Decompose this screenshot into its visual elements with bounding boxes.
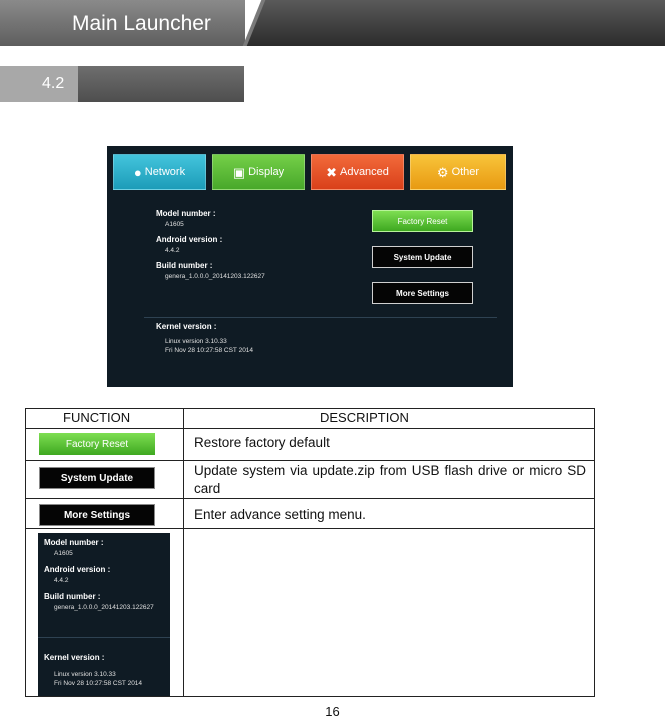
system-update-button[interactable]: System Update: [372, 246, 473, 268]
table-header-function: FUNCTION: [63, 410, 131, 425]
build-number-value: genera_1.0.0.0_20141203.122627: [54, 604, 154, 611]
divider: [144, 317, 497, 318]
build-number-label: Build number :: [44, 592, 101, 601]
header-dark-band: [270, 0, 665, 46]
more-settings-button[interactable]: More Settings: [372, 282, 473, 304]
tab-other-label: Other: [451, 166, 480, 178]
header-title-band: [0, 0, 245, 46]
build-number-value: genera_1.0.0.0_20141203.122627: [165, 273, 265, 280]
table-header-description: DESCRIPTION: [320, 410, 409, 425]
kernel-version-label: Kernel version :: [44, 653, 105, 662]
build-number-label: Build number :: [156, 261, 213, 270]
android-version-value: 4.4.2: [54, 577, 69, 584]
model-number-value: A1605: [165, 221, 184, 228]
table-row-divider: [26, 528, 594, 529]
page-header-title: Main Launcher: [72, 12, 211, 35]
tools-icon: ✖: [326, 164, 337, 180]
factory-reset-button[interactable]: Factory Reset: [372, 210, 473, 232]
tab-network[interactable]: [113, 154, 206, 190]
kernel-version-label: Kernel version :: [156, 322, 217, 331]
system-update-description: Update system via update.zip from USB flash drive or micro SD card: [194, 463, 586, 496]
kernel-version-line1: Linux version 3.10.33: [54, 671, 116, 678]
factory-reset-button: Factory Reset: [39, 433, 155, 455]
tab-advanced[interactable]: [311, 154, 404, 190]
table-row-divider: [26, 428, 594, 429]
page-number: 16: [325, 704, 340, 719]
divider: [38, 637, 170, 638]
tab-display-label: Display: [248, 166, 285, 178]
system-update-button: System Update: [39, 467, 155, 489]
device-info-thumbnail: [38, 533, 170, 696]
function-table: [25, 408, 595, 697]
more-settings-description: Enter advance setting menu.: [194, 507, 366, 522]
more-settings-button: More Settings: [39, 504, 155, 526]
table-row-divider: [26, 498, 594, 499]
globe-icon: ●: [133, 164, 142, 180]
tab-network-label: Network: [144, 166, 186, 178]
table-column-divider: [183, 409, 184, 696]
section-number-band: [0, 66, 78, 102]
model-number-value: A1605: [54, 550, 73, 557]
kernel-version-line2: Fri Nov 28 10:27:58 CST 2014: [54, 680, 143, 687]
android-version-value: 4.4.2: [165, 247, 180, 254]
gear-icon: ⚙: [436, 164, 449, 180]
kernel-version-line1: Linux version 3.10.33: [165, 338, 227, 345]
factory-reset-description: Restore factory default: [194, 435, 330, 450]
tab-other[interactable]: [410, 154, 506, 190]
section-number: 4.2: [42, 75, 65, 92]
tab-advanced-label: Advanced: [339, 166, 389, 178]
tab-display[interactable]: [212, 154, 305, 190]
launcher-screenshot: [107, 146, 513, 387]
table-row-divider: [26, 460, 594, 461]
model-number-label: Model number :: [44, 538, 104, 547]
kernel-version-line2: Fri Nov 28 10:27:58 CST 2014: [165, 347, 254, 354]
android-version-label: Android version :: [156, 235, 223, 244]
model-number-label: Model number :: [156, 209, 216, 218]
section-bar: [78, 66, 244, 102]
android-version-label: Android version :: [44, 565, 111, 574]
monitor-icon: ▣: [232, 164, 246, 180]
